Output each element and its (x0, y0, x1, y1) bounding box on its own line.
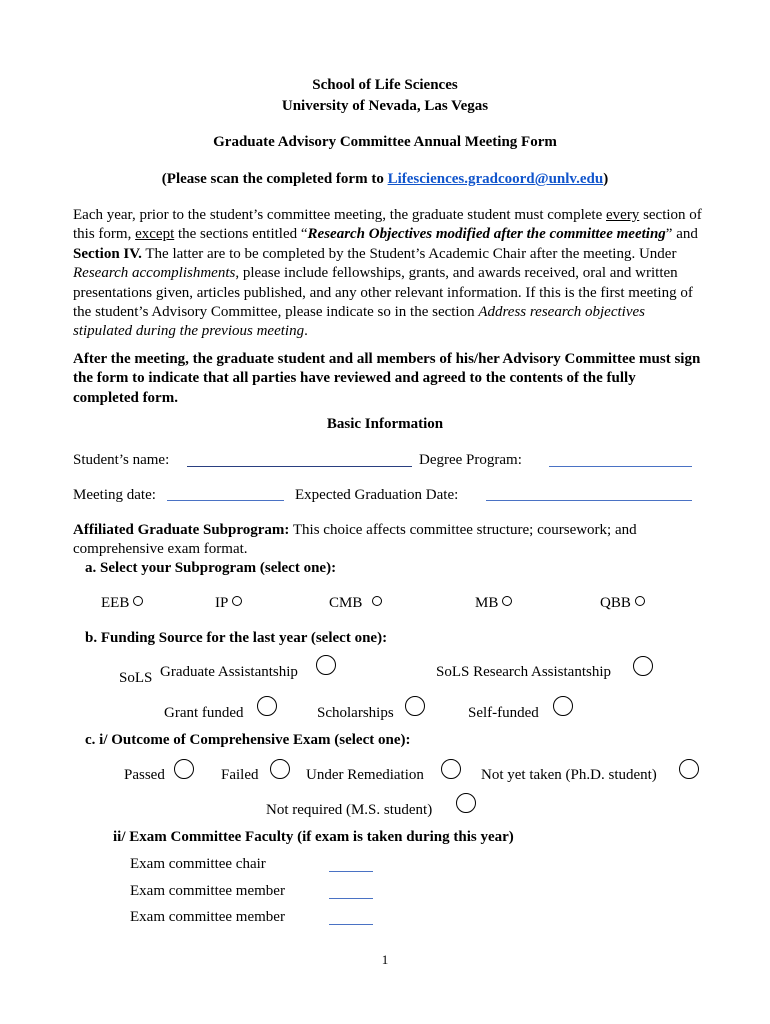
radio-self-funded[interactable] (553, 696, 573, 716)
radio-cmb[interactable] (372, 596, 382, 606)
research-assistantship-label: SoLS Research Assistantship (436, 664, 611, 680)
expected-grad-label: Expected Graduation Date: (295, 487, 459, 503)
scan-instruction (0, 171, 770, 188)
exam-member2-field[interactable] (329, 924, 373, 925)
student-name-field[interactable] (187, 466, 412, 467)
intro-text-5: The latter are to be completed by the Student’s Academic Chair after the meeting. Under (141, 245, 677, 262)
intro-research-accomplishments: Research accomplishments (73, 265, 236, 282)
exam-chair-field[interactable] (329, 871, 373, 872)
subprogram-paragraph (73, 521, 703, 560)
subprogram-label: Affiliated Graduate Subprogram: (73, 522, 290, 538)
exam-member1-label: Exam committee member (130, 883, 285, 899)
exam-committee-heading: ii/ Exam Committee Faculty (if exam is taken during this year) (113, 829, 514, 845)
intro-text-1: Each year, prior to the student’s committee meeting, the graduate student must complete (73, 207, 606, 223)
grant-funded-label: Grant funded (164, 705, 244, 721)
intro-except: except (135, 226, 175, 243)
student-name-label: Student’s name: (73, 452, 170, 468)
intro-every: every (606, 207, 640, 223)
option-qbb-label: QBB (600, 595, 631, 611)
radio-not-yet[interactable] (679, 759, 699, 779)
funding-heading: b. Funding Source for the last year (select one): (85, 630, 388, 646)
meeting-date-field[interactable] (167, 500, 284, 501)
radio-remediation[interactable] (441, 759, 461, 779)
radio-research-assistantship[interactable] (633, 656, 653, 676)
degree-program-field[interactable] (549, 466, 692, 467)
radio-mb[interactable] (502, 596, 512, 606)
passed-label: Passed (124, 767, 165, 783)
option-mb-label: MB (475, 595, 499, 611)
intro-address-objectives: Address research objectives stipulated during the previous meeting (73, 304, 645, 340)
radio-qbb[interactable] (635, 596, 645, 606)
after-meeting-paragraph: After the meeting, the graduate student and all members of his/her Advisory Committee must sign the form to indicate that all parties have reviewed and agreed to the contents of the fully completed form. (73, 351, 701, 406)
radio-ip[interactable] (232, 596, 242, 606)
intro-paragraph (73, 206, 703, 342)
sols-label: SoLS (119, 670, 153, 686)
exam-chair-label: Exam committee chair (130, 856, 266, 872)
intro-text-3: the sections entitled “ (174, 226, 308, 243)
intro-text-4: ” and (665, 226, 698, 243)
university-name: University of Nevada, Las Vegas (281, 98, 489, 114)
radio-failed[interactable] (270, 759, 290, 779)
radio-not-required[interactable] (456, 793, 476, 813)
option-mb[interactable] (475, 595, 512, 612)
meeting-date-label: Meeting date: (73, 487, 156, 503)
email-link[interactable]: Lifesciences.gradcoord@unlv.edu (387, 171, 604, 187)
radio-grant-funded[interactable] (257, 696, 277, 716)
failed-label: Failed (221, 767, 259, 783)
not-required-label: Not required (M.S. student) (266, 802, 433, 818)
graduate-assistantship-label: Graduate Assistantship (160, 664, 298, 680)
option-cmb-label: CMB (329, 595, 363, 611)
option-qbb[interactable] (600, 595, 645, 612)
exam-member2-label: Exam committee member (130, 909, 285, 925)
remediation-label: Under Remediation (306, 767, 424, 783)
intro-text-7: . (304, 323, 308, 340)
exam-member1-field[interactable] (329, 898, 373, 899)
expected-grad-field[interactable] (486, 500, 692, 501)
intro-research-objectives: Research Objectives modified after the committee meeting (307, 226, 666, 243)
radio-passed[interactable] (174, 759, 194, 779)
not-yet-label: Not yet taken (Ph.D. student) (481, 767, 657, 783)
radio-scholarships[interactable] (405, 696, 425, 716)
scan-suffix: ) (603, 171, 609, 187)
basic-info-heading: Basic Information (326, 416, 444, 432)
subprogram-description: This choice affects committee structure; coursework; and comprehensive exam format. (73, 522, 637, 558)
page-number: 1 (381, 952, 389, 967)
radio-graduate-assistantship[interactable] (316, 655, 336, 675)
intro-section-iv: Section IV. (73, 245, 142, 262)
option-cmb[interactable] (329, 595, 382, 612)
self-funded-label: Self-funded (468, 705, 539, 721)
option-eeb[interactable] (101, 595, 143, 612)
intro-text-2: section of this form, (73, 207, 702, 243)
radio-eeb[interactable] (133, 596, 143, 606)
option-ip[interactable] (215, 595, 242, 612)
school-name: School of Life Sciences (312, 77, 458, 93)
form-title: Graduate Advisory Committee Annual Meeting Form (213, 134, 557, 150)
subprogram-heading: a. Select your Subprogram (select one): (85, 560, 337, 576)
option-ip-label: IP (215, 595, 229, 611)
intro-text-6: , please include fellowships, grants, and awards received, oral and written presentations given, articles published, and any other relevant information. If this is the first meeting of the student’s Advisory Committee, please indicate so in the section (73, 265, 693, 321)
scan-prefix: (Please scan the completed form to (161, 171, 388, 187)
exam-heading: c. i/ Outcome of Comprehensive Exam (select one): (85, 732, 411, 748)
option-eeb-label: EEB (101, 595, 130, 611)
degree-program-label: Degree Program: (419, 452, 522, 468)
scholarships-label: Scholarships (317, 705, 394, 721)
